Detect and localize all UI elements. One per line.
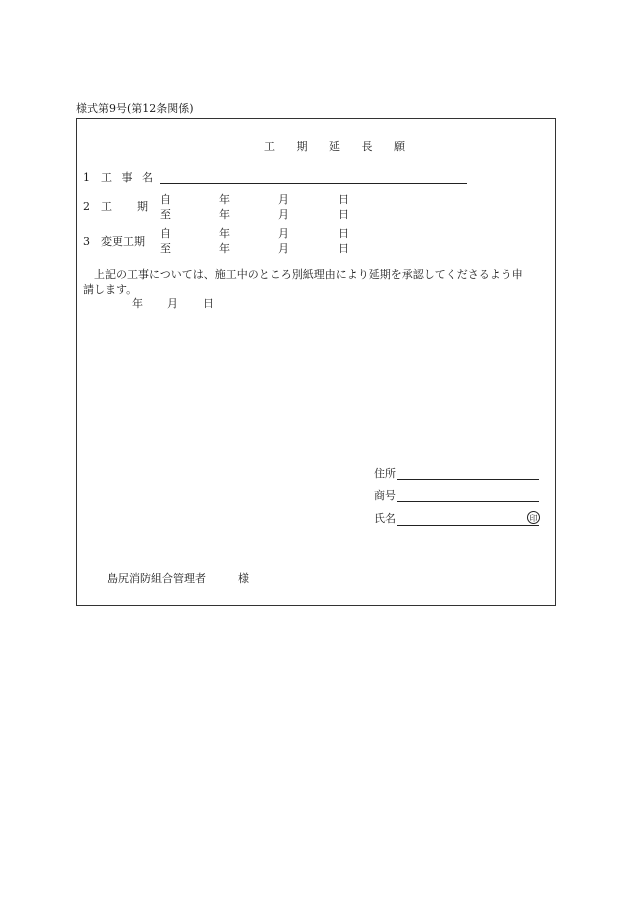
item3-to-day: 日 [338,242,349,255]
seal-mark: 印 [527,511,540,524]
application-month: 月 [167,297,178,310]
item2-to-label: 至 [160,208,171,221]
application-year: 年 [132,297,143,310]
form-frame [76,118,556,606]
item1-number: 1 [83,171,90,184]
item2-to-month: 月 [278,208,289,221]
item2-from-month: 月 [278,193,289,206]
item2-from-year: 年 [219,193,230,206]
address-label: 住所 [374,467,396,480]
construction-name-line [160,183,467,184]
item3-from-month: 月 [278,227,289,240]
trade-name-label: 商号 [374,489,396,502]
item3-from-year: 年 [219,227,230,240]
item3-label: 変更工期 [101,235,145,248]
addressee-honorific: 様 [238,572,249,585]
request-text-line2: 請します。 [83,283,138,296]
addressee-name: 島尻消防組合管理者 [107,572,206,585]
item2-to-day: 日 [338,208,349,221]
item1-label: 工 事 名 [101,171,156,184]
item3-to-label: 至 [160,242,171,255]
item3-from-label: 自 [160,227,171,240]
item2-from-day: 日 [338,193,349,206]
item2-from-label: 自 [160,193,171,206]
item3-from-day: 日 [338,227,349,240]
name-line [397,525,539,526]
form-number: 様式第9号(第12条関係) [76,102,194,115]
form-title: 工 期 延 長 願 [264,140,414,153]
item2-label-second: 期 [137,200,148,213]
address-line [397,479,539,480]
name-label: 氏名 [374,512,396,525]
item3-to-month: 月 [278,242,289,255]
item3-number: 3 [83,235,90,248]
item2-label-first: 工 [101,200,112,213]
application-day: 日 [203,297,214,310]
trade-name-line [397,501,539,502]
item2-to-year: 年 [219,208,230,221]
item2-number: 2 [83,200,90,213]
request-text-line1: 上記の工事については、施工中のところ別紙理由により延期を承認してくださるよう申 [94,268,523,281]
item3-to-year: 年 [219,242,230,255]
